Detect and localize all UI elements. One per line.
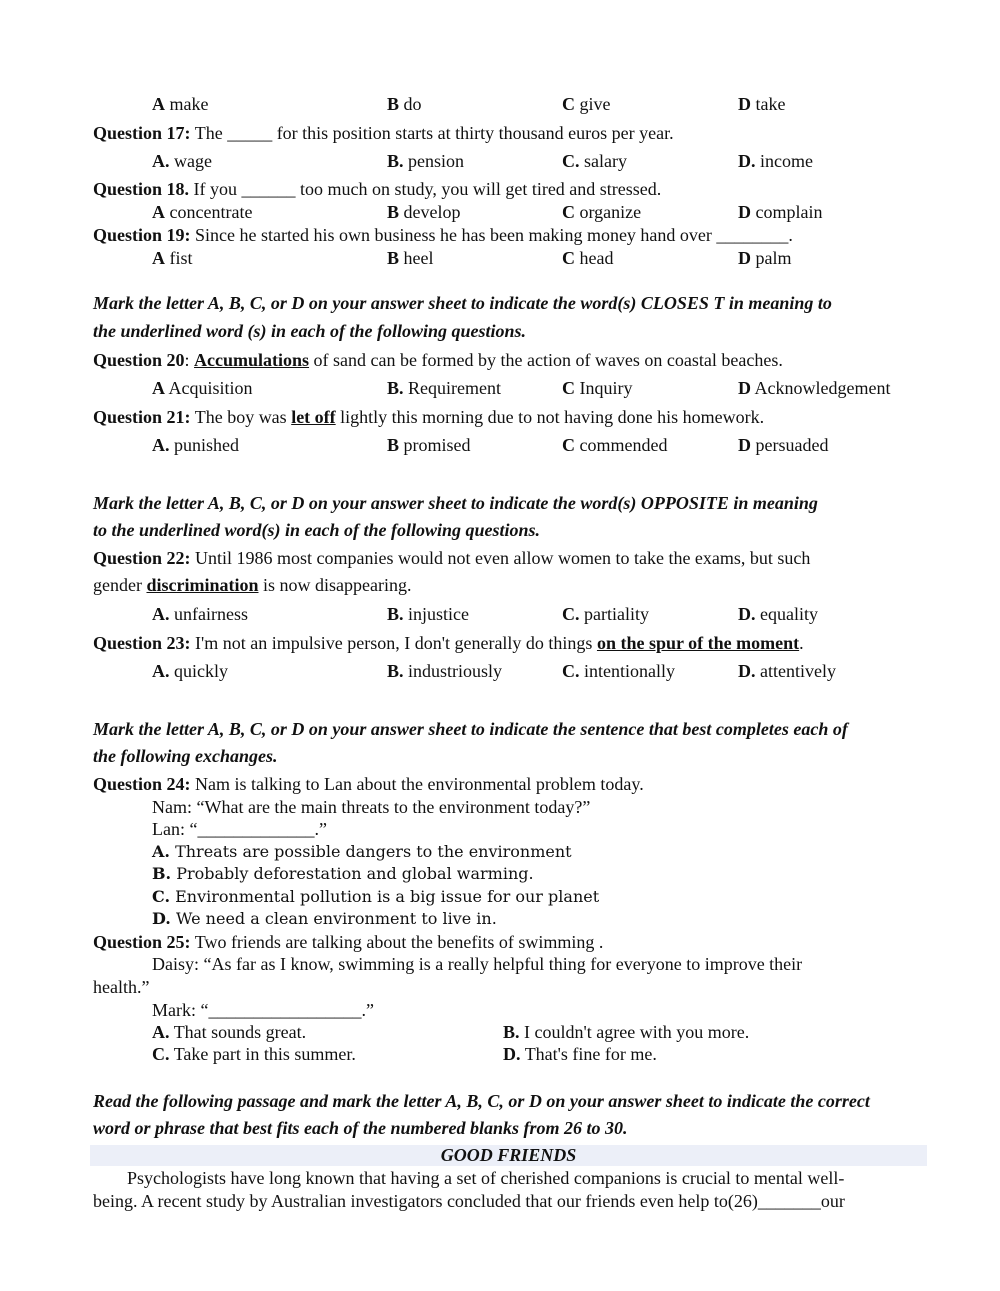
question-q22 bbox=[93, 547, 810, 569]
option-text: take bbox=[755, 94, 786, 114]
option-letter: B. bbox=[503, 1022, 520, 1042]
passage-line: being. A recent study by Australian investigators concluded that our friends even help to(26)_______our bbox=[93, 1191, 845, 1211]
option-letter: A bbox=[152, 202, 165, 222]
question-q19 bbox=[93, 224, 793, 246]
option-letter: D bbox=[738, 94, 751, 114]
option-letter: A. bbox=[152, 661, 170, 681]
option-text: Acknowledgement bbox=[754, 378, 891, 398]
option-d bbox=[738, 150, 813, 172]
question-label: Question 23: bbox=[93, 633, 191, 653]
option-letter: A bbox=[152, 378, 165, 398]
option-b bbox=[387, 247, 434, 269]
option-text: persuaded bbox=[755, 435, 829, 455]
underlined-phrase: Accumulations bbox=[194, 350, 310, 370]
option-c bbox=[562, 93, 611, 115]
option-b bbox=[152, 863, 534, 885]
option-letter: C bbox=[562, 202, 575, 222]
option-text: partiality bbox=[584, 604, 649, 624]
option-letter: D. bbox=[738, 661, 756, 681]
text-after: lightly this morning due to not having done his homework. bbox=[335, 407, 765, 427]
option-text: concentrate bbox=[169, 202, 253, 222]
option-letter: A. bbox=[152, 435, 170, 455]
underlined-phrase: let off bbox=[291, 407, 336, 427]
option-a bbox=[152, 434, 239, 456]
option-letter: B bbox=[387, 202, 400, 222]
question-q23 bbox=[93, 632, 804, 654]
option-text: Acquisition bbox=[168, 378, 253, 398]
option-a bbox=[152, 841, 572, 863]
option-letter: A bbox=[152, 248, 165, 268]
question-q17 bbox=[93, 122, 674, 144]
instruction-line: the underlined word (s) in each of the following questions. bbox=[93, 321, 527, 341]
option-letter: D. bbox=[152, 909, 171, 929]
option-text: wage bbox=[174, 151, 212, 171]
option-a bbox=[152, 660, 228, 682]
option-letter: C bbox=[562, 435, 575, 455]
option-b bbox=[387, 93, 422, 115]
option-c bbox=[152, 886, 599, 908]
option-a bbox=[152, 377, 253, 399]
option-c bbox=[562, 150, 627, 172]
option-text: attentively bbox=[760, 661, 836, 681]
passage-title: GOOD FRIENDS bbox=[90, 1145, 927, 1166]
passage-line: Psychologists have long known that having a set of cherished companions is crucial to mental well- bbox=[127, 1168, 845, 1188]
option-letter: C bbox=[562, 248, 575, 268]
text-after: of sand can be formed by the action of waves on coastal beaches. bbox=[309, 350, 783, 370]
dialogue-lan: Lan: “_____________.” bbox=[152, 819, 327, 839]
option-text: Environmental pollution is a big issue for our planet bbox=[175, 886, 600, 906]
option-text: Inquiry bbox=[579, 378, 633, 398]
question-text: Since he started his own business he has been making money hand over ________. bbox=[195, 225, 793, 245]
option-letter: C. bbox=[562, 604, 580, 624]
instruction-line: Mark the letter A, B, C, or D on your answer sheet to indicate the word(s) CLOSES T in meaning to bbox=[93, 293, 832, 313]
instruction-line: Mark the letter A, B, C, or D on your answer sheet to indicate the sentence that best completes each of bbox=[93, 719, 848, 739]
option-d bbox=[503, 1043, 657, 1065]
option-letter: B bbox=[387, 248, 400, 268]
question-label: Question 24: bbox=[93, 774, 191, 794]
text-before: The boy was bbox=[194, 407, 292, 427]
option-letter: D. bbox=[738, 604, 756, 624]
text-before: I'm not an impulsive person, I don't generally do things bbox=[195, 633, 597, 653]
option-a bbox=[152, 93, 208, 115]
option-letter: A. bbox=[152, 604, 170, 624]
option-d bbox=[738, 93, 785, 115]
option-d bbox=[738, 247, 792, 269]
option-text: That's fine for me. bbox=[524, 1044, 657, 1064]
option-c bbox=[562, 247, 613, 269]
option-text: We need a clean environment to live in. bbox=[175, 909, 497, 929]
option-text: make bbox=[169, 94, 209, 114]
option-letter: B. bbox=[387, 151, 404, 171]
question-text: Two friends are talking about the benefits of swimming . bbox=[194, 932, 604, 952]
option-c bbox=[562, 377, 633, 399]
option-c bbox=[562, 603, 649, 625]
question-text: Nam is talking to Lan about the environmental problem today. bbox=[195, 774, 644, 794]
option-letter: B bbox=[387, 435, 400, 455]
question-q25 bbox=[93, 931, 603, 953]
option-letter: C bbox=[562, 378, 575, 398]
option-letter: C. bbox=[562, 661, 580, 681]
option-text: promised bbox=[403, 435, 471, 455]
option-b bbox=[387, 603, 469, 625]
option-letter: D. bbox=[738, 151, 756, 171]
option-text: commended bbox=[579, 435, 668, 455]
option-letter: D. bbox=[503, 1044, 521, 1064]
option-d bbox=[738, 434, 828, 456]
option-a bbox=[152, 201, 252, 223]
question-text: Until 1986 most companies would not even allow women to take the exams, but such bbox=[195, 548, 811, 568]
option-a bbox=[152, 247, 193, 269]
option-text: income bbox=[760, 151, 813, 171]
option-text: industriously bbox=[408, 661, 503, 681]
underlined-phrase: on the spur of the moment bbox=[596, 633, 800, 653]
option-letter: C. bbox=[152, 1044, 170, 1064]
option-text: equality bbox=[760, 604, 818, 624]
dialogue-daisy: Daisy: “As far as I know, swimming is a really helpful thing for everyone to improve their bbox=[152, 954, 803, 974]
option-letter: B. bbox=[387, 378, 404, 398]
option-letter: B bbox=[387, 94, 400, 114]
option-letter: C bbox=[562, 94, 575, 114]
option-letter: C. bbox=[562, 151, 580, 171]
option-text: Threats are possible dangers to the environment bbox=[175, 842, 572, 861]
option-letter: A. bbox=[152, 842, 170, 861]
option-text: I couldn't agree with you more. bbox=[524, 1022, 750, 1042]
option-b bbox=[387, 660, 502, 682]
option-letter: A. bbox=[152, 1022, 170, 1042]
option-b bbox=[387, 434, 471, 456]
instruction-line: Read the following passage and mark the letter A, B, C, or D on your answer sheet to indicate the correct bbox=[93, 1091, 870, 1111]
question-q22 bbox=[93, 574, 411, 596]
separator: : bbox=[184, 350, 190, 370]
option-d bbox=[738, 660, 836, 682]
option-text: heel bbox=[403, 248, 434, 268]
option-b bbox=[387, 150, 464, 172]
option-b bbox=[387, 201, 461, 223]
question-label: Question 22: bbox=[93, 548, 191, 568]
option-text: organize bbox=[579, 202, 642, 222]
option-letter: B. bbox=[152, 864, 172, 884]
instruction-line: word or phrase that best fits each of the numbered blanks from 26 to 30. bbox=[93, 1118, 628, 1138]
option-d bbox=[152, 908, 497, 930]
dialogue-mark: Mark: “_________________.” bbox=[152, 1000, 374, 1020]
option-text: unfairness bbox=[174, 604, 248, 624]
option-b bbox=[387, 377, 501, 399]
question-q21 bbox=[93, 406, 764, 428]
instruction-line: to the underlined word(s) in each of the following questions. bbox=[93, 520, 541, 540]
option-text: Probably deforestation and global warming. bbox=[176, 864, 534, 884]
option-c bbox=[562, 201, 641, 223]
question-q24 bbox=[93, 773, 644, 795]
instruction-line: Mark the letter A, B, C, or D on your answer sheet to indicate the word(s) OPPOSITE in meaning bbox=[93, 493, 818, 513]
option-c bbox=[152, 1043, 356, 1065]
question-label: Question 25: bbox=[93, 932, 191, 952]
question-label: Question 21: bbox=[93, 407, 191, 427]
option-letter: D bbox=[738, 202, 751, 222]
option-text: head bbox=[579, 248, 614, 268]
dialogue-nam: Nam: “What are the main threats to the environment today?” bbox=[152, 797, 591, 817]
option-letter: B. bbox=[387, 661, 404, 681]
text-after: is now disappearing. bbox=[258, 575, 412, 595]
question-label: Question 18. bbox=[93, 179, 190, 199]
option-text: salary bbox=[584, 151, 627, 171]
option-b bbox=[503, 1021, 749, 1043]
option-letter: C. bbox=[152, 886, 171, 906]
option-a bbox=[152, 150, 212, 172]
option-c bbox=[562, 434, 667, 456]
option-a bbox=[152, 1021, 306, 1043]
option-text: Requirement bbox=[408, 378, 501, 398]
option-letter: D bbox=[738, 435, 751, 455]
option-text: complain bbox=[755, 202, 823, 222]
text-before: gender bbox=[93, 575, 147, 595]
option-text: fist bbox=[169, 248, 193, 268]
question-label: Question 17: bbox=[93, 123, 191, 143]
dialogue-daisy-cont: health.” bbox=[93, 977, 150, 997]
option-text: pension bbox=[408, 151, 465, 171]
option-text: That sounds great. bbox=[173, 1022, 307, 1042]
option-letter: A bbox=[152, 94, 165, 114]
option-text: punished bbox=[174, 435, 239, 455]
option-text: do bbox=[403, 94, 422, 114]
option-a bbox=[152, 603, 248, 625]
question-label: Question 20 bbox=[93, 350, 185, 370]
option-letter: D bbox=[738, 248, 751, 268]
underlined-phrase: discrimination bbox=[146, 575, 259, 595]
option-text: palm bbox=[755, 248, 792, 268]
option-text: give bbox=[579, 94, 611, 114]
option-d bbox=[738, 603, 818, 625]
option-c bbox=[562, 660, 675, 682]
question-text: The _____ for this position starts at thirty thousand euros per year. bbox=[194, 123, 674, 143]
option-d bbox=[738, 377, 890, 399]
option-text: develop bbox=[403, 202, 461, 222]
question-q20 bbox=[93, 349, 783, 371]
option-text: injustice bbox=[408, 604, 470, 624]
text-after: . bbox=[799, 633, 804, 653]
option-letter: B. bbox=[387, 604, 404, 624]
question-text: If you ______ too much on study, you will get tired and stressed. bbox=[193, 179, 662, 199]
option-d bbox=[738, 201, 822, 223]
option-letter: D bbox=[738, 378, 751, 398]
instruction-line: the following exchanges. bbox=[93, 746, 278, 766]
question-q18 bbox=[93, 178, 661, 200]
option-text: intentionally bbox=[584, 661, 675, 681]
question-label: Question 19: bbox=[93, 225, 191, 245]
option-letter: A. bbox=[152, 151, 170, 171]
option-text: Take part in this summer. bbox=[173, 1044, 356, 1064]
option-text: quickly bbox=[174, 661, 228, 681]
